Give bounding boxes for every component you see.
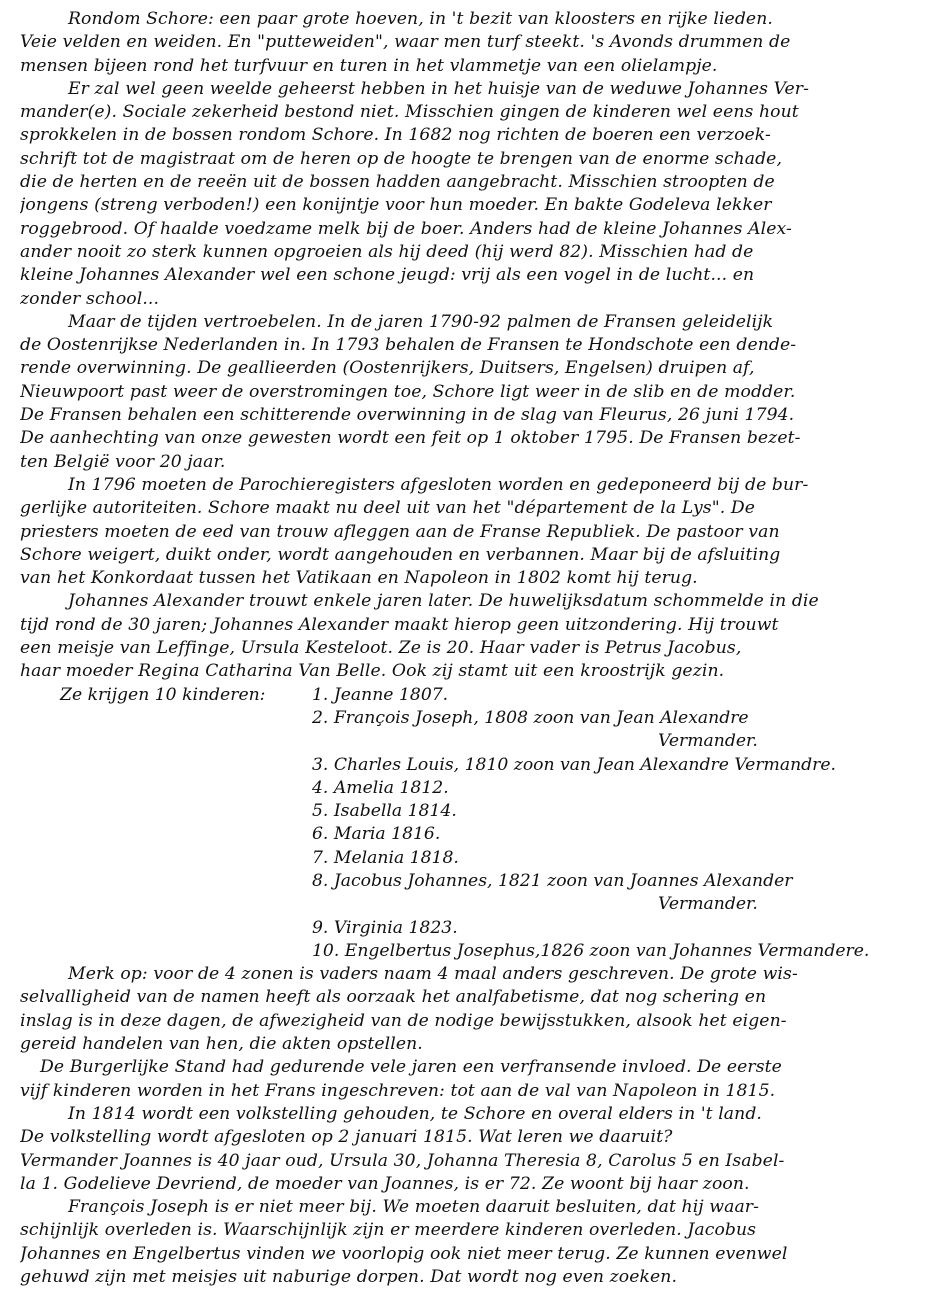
text-line: vijf kinderen worden in het Frans ingeschreven: tot aan de val van Napoleon in 1815.: [20, 1080, 776, 1101]
text-line: gehuwd zijn met meisjes uit naburige dorpen. Dat wordt nog even zoeken.: [20, 1267, 678, 1288]
text-line: Johannes en Engelbertus vinden we voorlopig ook niet meer terug. Ze kunnen evenwel: [20, 1243, 788, 1264]
text-line: schrift tot de magistraat om de heren op de hoogte te brengen van de enorme schade,: [20, 148, 783, 169]
text-line: Johannes Alexander trouwt enkele jaren later. De huwelijksdatum schommelde in die: [68, 591, 819, 612]
list-item: 2. François Joseph, 1808 zoon van Jean Alexandre: [312, 707, 749, 728]
list-item: 4. Amelia 1812.: [312, 777, 449, 798]
text-line: In 1796 moeten de Parochieregisters afgesloten worden en gedeponeerd bij de bur-: [68, 474, 809, 495]
list-item: 9. Virginia 1823.: [312, 917, 458, 938]
paragraph-merk-op: [20, 963, 911, 1056]
text-line: Veie velden en weiden. En "putteweiden", waar men turf steekt. 's Avonds drummen de: [20, 32, 791, 53]
text-line: De aanhechting van onze gewesten wordt een feit op 1 oktober 1795. De Fransen bezet-: [20, 428, 801, 449]
text-line: Schore weigert, duikt onder, wordt aangehouden en verbannen. Maar bij de afsluiting: [20, 544, 781, 565]
text-line: De Fransen behalen een schitterende overwinning in de slag van Fleurus, 26 juni 1794.: [20, 405, 795, 426]
list-item: 10. Engelbertus Josephus,1826 zoon van Johannes Vermandere.: [312, 940, 870, 961]
list-item-continuation: Vermander.: [658, 894, 758, 915]
text-line: De volkstelling wordt afgesloten op 2 januari 1815. Wat leren we daaruit?: [20, 1127, 673, 1148]
text-line: Nieuwpoort past weer de overstromingen toe, Schore ligt weer in de slib en de modder.: [20, 381, 796, 402]
text-line: ander nooit zo sterk kunnen opgroeien als hij deed (hij werd 82). Misschien had de: [20, 241, 754, 262]
list-item: 1. Jeanne 1807.: [312, 684, 449, 705]
text-line: mander(e). Sociale zekerheid bestond niet. Misschien gingen de kinderen wel eens hout: [20, 102, 799, 123]
text-line: sprokkelen in de bossen rondom Schore. In 1682 nog richten de boeren een verzoek-: [20, 125, 771, 146]
text-line: schijnlijk overleden is. Waarschijnlijk zijn er meerdere kinderen overleden. Jacobus: [20, 1220, 757, 1241]
list-item: 8. Jacobus Johannes, 1821 zoon van Joannes Alexander: [312, 870, 793, 891]
text-line: tijd rond de 30 jaren; Johannes Alexander maakt hierop geen uitzondering. Hij trouwt: [20, 614, 779, 635]
text-line: Maar de tijden vertroebelen. In de jaren 1790-92 palmen de Fransen geleidelijk: [68, 311, 774, 332]
list-item: 6. Maria 1816.: [312, 824, 441, 845]
text-line: van het Konkordaat tussen het Vatikaan en Napoleon in 1802 komt hij terug.: [20, 568, 698, 589]
list-item: 3. Charles Louis, 1810 zoon van Jean Alexandre Vermandre.: [312, 754, 837, 775]
text-line: haar moeder Regina Catharina Van Belle. Ook zij stamt uit een kroostrijk gezin.: [20, 661, 725, 682]
text-line: Er zal wel geen weelde geheerst hebben in het huisje van de weduwe Johannes Ver-: [68, 78, 810, 99]
text-line: mensen bijeen rond het turfvuur en turen in het vlammetje van een olielampje.: [20, 55, 718, 76]
text-line: François Joseph is er niet meer bij. We moeten daaruit besluiten, dat hij waar-: [68, 1197, 760, 1218]
paragraph-parochieregisters: [20, 474, 911, 590]
text-line: inslag is in deze dagen, de afwezigheid van de nodige bewijsstukken, alsook het eigen-: [20, 1010, 787, 1031]
text-line: selvalligheid van de namen heeft als oorzaak het analfabetisme, dat nog schering en: [20, 987, 767, 1008]
text-line: priesters moeten de eed van trouw afleggen aan de Franse Republiek. De pastoor van: [20, 521, 780, 542]
paragraph-tijden: [20, 311, 911, 474]
text-line: gereid handelen van hen, die akten opstellen.: [20, 1034, 423, 1055]
text-line: jongens (streng verboden!) een konijntje voor hun moeder. En bakte Godeleva lekker: [20, 195, 772, 216]
list-item-continuation: Vermander.: [658, 731, 758, 752]
text-line: Rondom Schore: een paar grote hoeven, in 't bezit van kloosters en rijke lieden.: [68, 9, 773, 29]
text-line: In 1814 wordt een volkstelling gehouden, te Schore en overal elders in 't land.: [68, 1103, 762, 1124]
paragraph-huwelijk: [20, 590, 911, 683]
paragraph-rondom-schore: [20, 8, 911, 78]
text-line: de Oostenrijkse Nederlanden in. In 1793 behalen de Fransen te Hondschote een dende-: [20, 335, 797, 356]
text-line: Merk op: voor de 4 zonen is vaders naam 4 maal anders geschreven. De grote wis-: [68, 964, 798, 985]
text-line: roggebrood. Of haalde voedzame melk bij de boer. Anders had de kleine Johannes Alex-: [20, 218, 792, 239]
list-item: 7. Melania 1818.: [312, 847, 459, 868]
text-line: die de herten en de reeën uit de bossen hadden aangebracht. Misschien stroopten de: [20, 172, 775, 193]
paragraph-weelde: [20, 78, 911, 311]
paragraph-volkstelling: [20, 1103, 911, 1196]
text-line: rende overwinning. De geallieerden (Oostenrijkers, Duitsers, Engelsen) druipen af,: [20, 358, 755, 379]
paragraph-francois-joseph: [20, 1196, 911, 1289]
text-line: een meisje van Leffinge, Ursula Kesteloot. Ze is 20. Haar vader is Petrus Jacobus,: [20, 638, 742, 659]
text-line: zonder school...: [20, 288, 160, 309]
paragraph-burgerlijke-stand: [20, 1056, 911, 1103]
children-intro: Ze krijgen 10 kinderen:: [60, 684, 266, 705]
text-line: ten België voor 20 jaar.: [20, 451, 226, 472]
text-line: kleine Johannes Alexander wel een schone jeugd: vrij als een vogel in de lucht... en: [20, 265, 755, 286]
text-line: gerlijke autoriteiten. Schore maakt nu deel uit van het "département de la Lys". De: [20, 498, 755, 519]
text-line: De Burgerlijke Stand had gedurende vele jaren een verfransende invloed. De eerste: [40, 1057, 782, 1078]
list-item: 5. Isabella 1814.: [312, 801, 457, 822]
children-list: [20, 684, 911, 964]
text-line: Vermander Joannes is 40 jaar oud, Ursula 30, Johanna Theresia 8, Carolus 5 en Isabel-: [20, 1150, 785, 1171]
text-line: la 1. Godelieve Devriend, de moeder van Joannes, is er 72. Ze woont bij haar zoon.: [20, 1173, 750, 1194]
